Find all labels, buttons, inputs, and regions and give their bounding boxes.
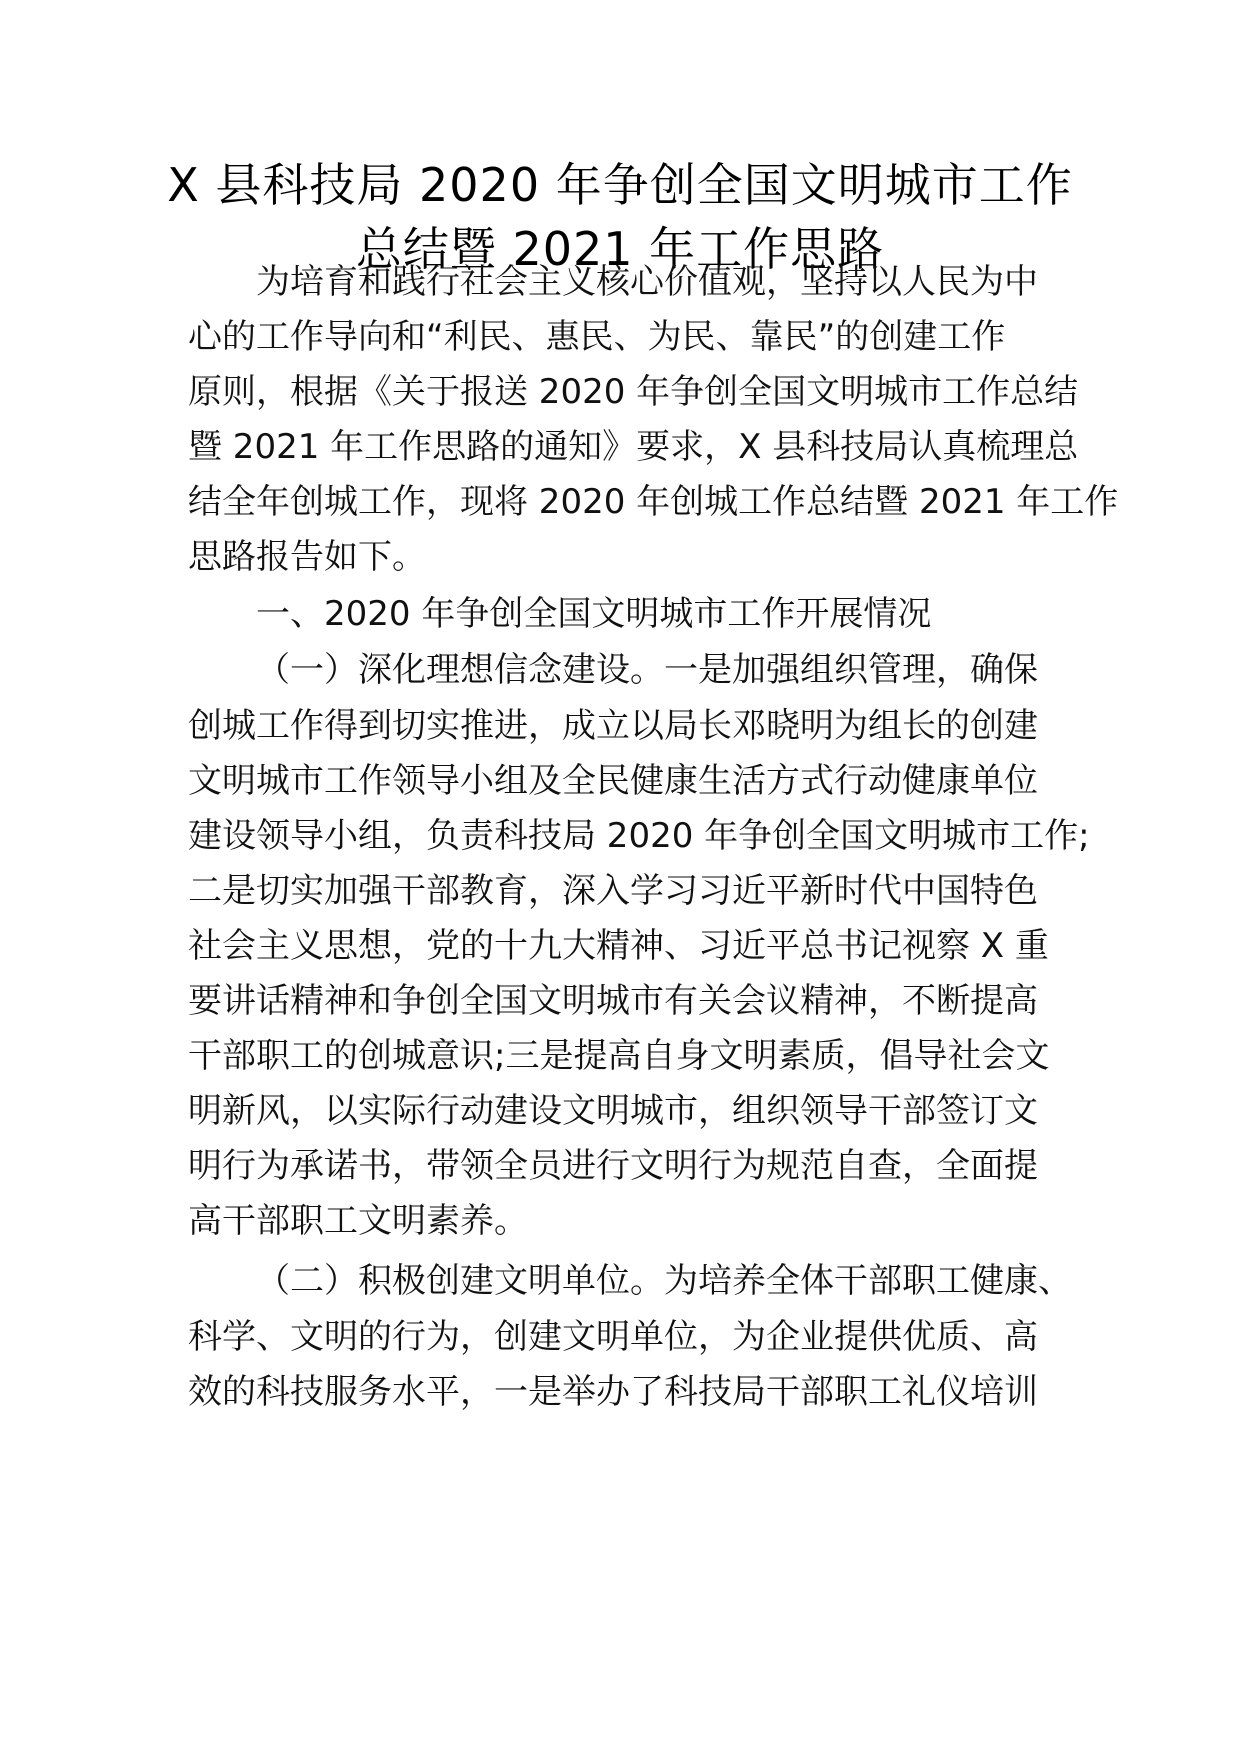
- subsection-line: （二）积极创建文明单位。为培养全体干部职工健康、: [256, 1261, 1072, 1301]
- body-line: 为培育和践行社会主义核心价值观，坚持以人民为中: [256, 262, 1038, 302]
- body-line: 二是切实加强干部教育，深入学习习近平新时代中国特色: [188, 871, 1038, 911]
- body-line: 科学、文明的行为，创建文明单位，为企业提供优质、高: [188, 1317, 1038, 1357]
- body-line: 文明城市工作领导小组及全民健康生活方式行动健康单位: [188, 761, 1038, 801]
- body-line: 暨 2021 年工作思路的通知》要求，X 县科技局认真梳理总: [188, 427, 1079, 467]
- subsection-line: （一）深化理想信念建设。一是加强组织管理，确保: [256, 650, 1038, 690]
- section-heading: 一、2020 年争创全国文明城市工作开展情况: [256, 594, 932, 634]
- body-line: 心的工作导向和“利民、惠民、为民、靠民”的创建工作: [188, 317, 1006, 357]
- body-line: 明行为承诺书，带领全员进行文明行为规范自查，全面提: [188, 1146, 1038, 1186]
- body-line: 效的科技服务水平，一是举办了科技局干部职工礼仪培训: [188, 1372, 1038, 1412]
- body-line: 思路报告如下。: [188, 537, 426, 577]
- body-line: 干部职工的创城意识;三是提高自身文明素质，倡导社会文: [188, 1036, 1050, 1076]
- body-line: 高干部职工文明素养。: [188, 1201, 528, 1241]
- body-line: 明新风，以实际行动建设文明城市，组织领导干部签订文: [188, 1091, 1038, 1131]
- document-title-line-2: 总结暨 2021 年工作思路: [355, 222, 885, 276]
- body-line: 原则，根据《关于报送 2020 年争创全国文明城市工作总结: [188, 372, 1079, 412]
- body-line: 创城工作得到切实推进，成立以局长邓晓明为组长的创建: [188, 706, 1038, 746]
- body-line: 要讲话精神和争创全国文明城市有关会议精神，不断提高: [188, 981, 1038, 1021]
- body-line: 建设领导小组，负责科技局 2020 年争创全国文明城市工作;: [188, 816, 1090, 856]
- body-line: 社会主义思想，党的十九大精神、习近平总书记视察 X 重: [188, 926, 1049, 966]
- document-title-line-1: X 县科技局 2020 年争创全国文明城市工作: [167, 158, 1073, 212]
- body-line: 结全年创城工作，现将 2020 年创城工作总结暨 2021 年工作: [188, 482, 1119, 522]
